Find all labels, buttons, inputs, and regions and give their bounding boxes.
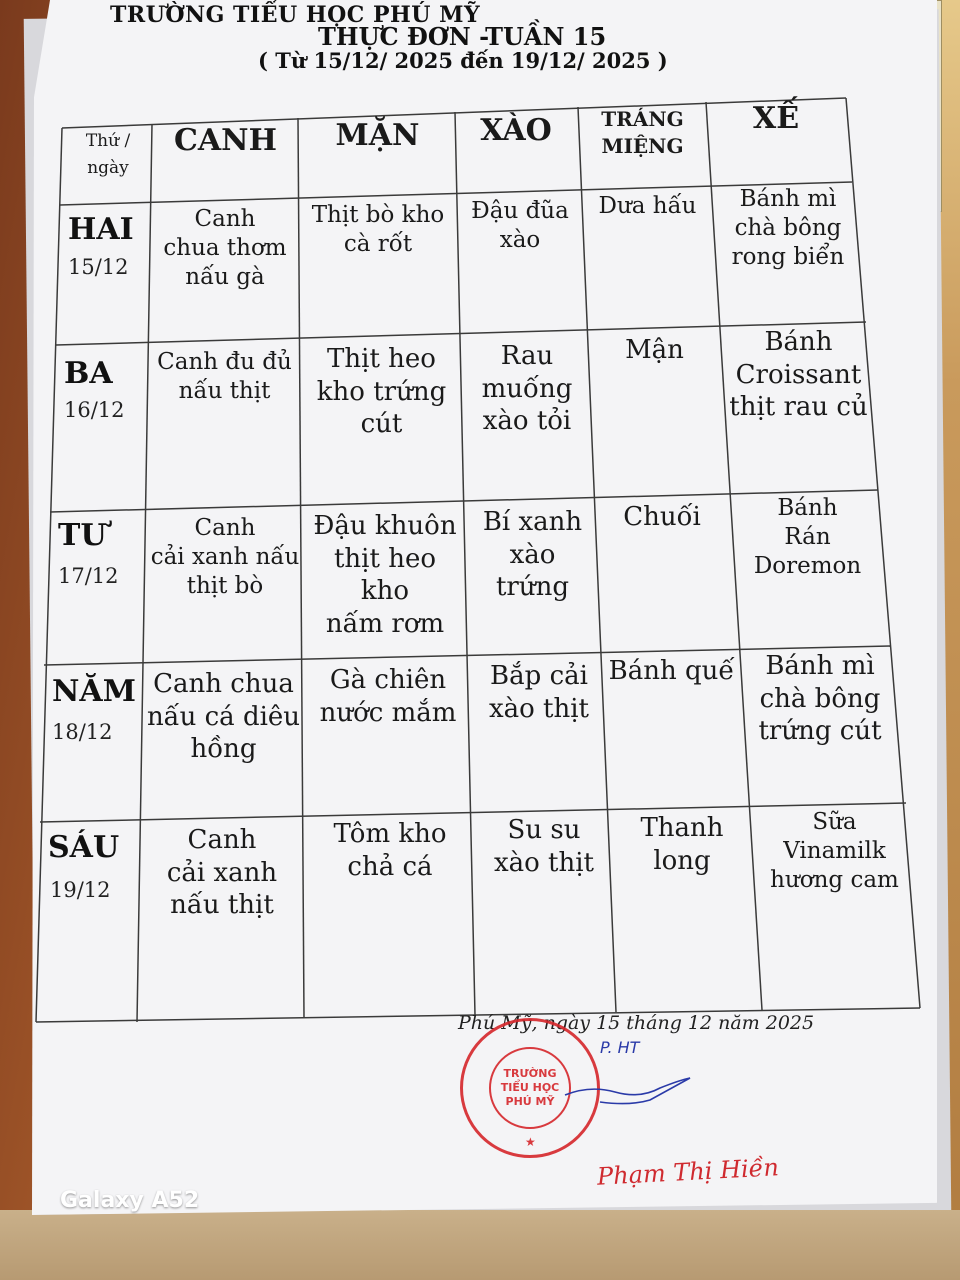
xe-nam <box>745 650 895 748</box>
dish-line: Sữa <box>812 809 857 835</box>
camera-watermark: Galaxy A52 <box>60 1188 200 1213</box>
dish-line: Canh <box>194 515 256 541</box>
man-nam <box>308 664 468 729</box>
dish-line: xào <box>499 226 541 253</box>
man-tu <box>306 510 464 640</box>
date-sau: 19/12 <box>50 878 111 902</box>
dish-line: Doremon <box>753 552 862 579</box>
xao-tu <box>470 506 595 604</box>
signature-scribble <box>560 1050 710 1110</box>
man-ba <box>304 343 459 441</box>
canh-hai <box>155 205 295 291</box>
dish-line: Bí xanh <box>482 507 583 537</box>
day-nam: NĂM <box>52 674 136 709</box>
dish-line: kho trứng <box>316 376 447 407</box>
canh-tu <box>150 514 300 600</box>
dish-line: Rán <box>784 523 831 550</box>
dish-line: nấu gà <box>185 263 265 290</box>
dish-line: Bắp cải <box>490 661 588 691</box>
dish-line: chà bông <box>759 683 881 714</box>
canh-ba <box>152 348 297 406</box>
date-nam: 18/12 <box>52 720 113 744</box>
dish-line: Bánh <box>777 495 838 521</box>
day-ba: BA <box>64 356 113 391</box>
trang-mieng-ba <box>592 334 717 367</box>
dish-line: xào trứng <box>495 539 569 602</box>
dish-line: cải xanh <box>166 857 278 888</box>
day-tu: TƯ <box>58 518 107 553</box>
dish-line: Bánh mì <box>765 651 875 681</box>
col-header-canh: CANH <box>174 123 277 158</box>
xe-tu <box>735 494 880 580</box>
trang-mieng-sau <box>618 812 746 877</box>
day-hai: HAI <box>68 212 134 247</box>
col-header-trang-mieng <box>585 106 700 160</box>
dish-line: xào thịt <box>488 693 590 724</box>
dish-line: Thanh <box>640 813 724 843</box>
dish-line: Thịt bò kho <box>311 202 445 228</box>
dish-line: cút <box>360 409 403 439</box>
dish-line: Canh đu đủ <box>157 349 292 375</box>
xao-sau <box>480 814 608 879</box>
xao-hai <box>460 197 580 255</box>
dish-line: rong biển <box>731 243 845 270</box>
signer-name: Phạm Thị Hiền <box>596 1153 780 1191</box>
dish-line: Bánh mì <box>739 186 837 212</box>
dish-line: thịt rau củ <box>729 392 868 422</box>
corner-top: Thứ / <box>85 131 131 151</box>
dish-line: Tôm kho <box>333 819 447 849</box>
dish-line: Thịt heo <box>327 344 436 374</box>
xao-nam <box>475 660 603 725</box>
date-ba: 16/12 <box>64 398 125 422</box>
dish-line: Gà chiên <box>329 665 447 695</box>
trang-mieng-line: TRÁNG <box>601 107 684 131</box>
trang-mieng-tu <box>598 501 726 534</box>
dish-line: cà rốt <box>343 230 413 257</box>
dish-line: Bánh quế <box>608 656 735 686</box>
date-range: ( Từ 15/12/ 2025 đến 19/12/ 2025 ) <box>258 48 668 73</box>
dish-line: thịt bò <box>186 572 264 599</box>
stamp-line: TRƯỜNG <box>503 1066 557 1080</box>
date-hai: 15/12 <box>68 255 129 279</box>
dish-line: Chuối <box>623 502 701 532</box>
col-header-man: MẶN <box>335 118 420 153</box>
col-header-xao: XÀO <box>480 113 552 148</box>
date-tu: 17/12 <box>58 564 119 588</box>
dish-line: cải xanh nấu <box>150 543 300 570</box>
dish-line: xào thịt <box>493 847 595 878</box>
dish-line: chua thơm <box>163 234 287 261</box>
xe-hai <box>718 185 858 271</box>
dish-line: Canh <box>187 825 257 855</box>
dish-line: Đậu khuôn <box>313 511 457 541</box>
dish-line: Đậu đũa <box>471 198 569 224</box>
man-hai <box>302 201 454 259</box>
dish-line: nấm rơm <box>325 608 445 639</box>
man-sau <box>310 818 470 883</box>
dish-line: muống <box>481 373 573 404</box>
dish-line: nước mắm <box>319 697 457 728</box>
dish-line: nấu thịt <box>170 890 274 920</box>
dish-line: nấu cá diêu <box>146 701 301 732</box>
dish-line: Dưa hấu <box>598 193 697 219</box>
xe-ba <box>726 326 871 424</box>
dish-line: Croissant <box>735 359 862 390</box>
dish-line: Canh <box>194 206 256 232</box>
dish-line: trứng cút <box>758 716 882 746</box>
dish-line: hương cam <box>770 866 899 893</box>
dish-line: long <box>653 845 711 876</box>
stamp-star-icon: ★ <box>525 1135 536 1149</box>
dish-line: Rau <box>500 341 554 371</box>
xe-sau <box>762 808 907 894</box>
dish-line: chà bông <box>734 214 842 241</box>
trang-mieng-line: MIỆNG <box>601 134 684 158</box>
dish-line: thịt heo kho <box>333 543 436 606</box>
stamp-line: TIỂU HỌC <box>500 1080 560 1094</box>
canh-nam <box>146 668 301 766</box>
dish-line: xào tỏi <box>482 406 572 436</box>
stamp-line: PHÚ MỸ <box>505 1095 555 1109</box>
dish-line: Su su <box>507 815 581 845</box>
day-column-header <box>70 128 146 182</box>
col-header-xe: XẾ <box>752 101 800 136</box>
dish-line: Bánh <box>764 327 833 357</box>
xao-ba <box>466 340 588 438</box>
dish-line: nấu thịt <box>178 377 271 404</box>
principal-mark: P. HT <box>600 1038 640 1057</box>
school-name: TRƯỜNG TIỂU HỌC PHÚ MỸ <box>110 2 481 28</box>
corner-bottom: ngày <box>87 158 129 179</box>
dish-line: chả cá <box>347 851 433 882</box>
trang-mieng-nam <box>604 655 739 688</box>
menu-title: THỰC ĐƠN -TUẦN 15 <box>318 22 607 51</box>
trang-mieng-hai <box>585 192 710 221</box>
stamp-center <box>489 1047 571 1129</box>
canh-sau <box>142 824 302 922</box>
dish-line: Mận <box>625 335 684 365</box>
dish-line: Vinamilk <box>783 837 886 864</box>
day-sau: SÁU <box>48 830 120 865</box>
dish-line: Canh chua <box>153 669 294 699</box>
dish-line: hồng <box>190 734 257 764</box>
place-and-date: Phú Mỹ, ngày 15 tháng 12 năm 2025 <box>458 1012 815 1034</box>
